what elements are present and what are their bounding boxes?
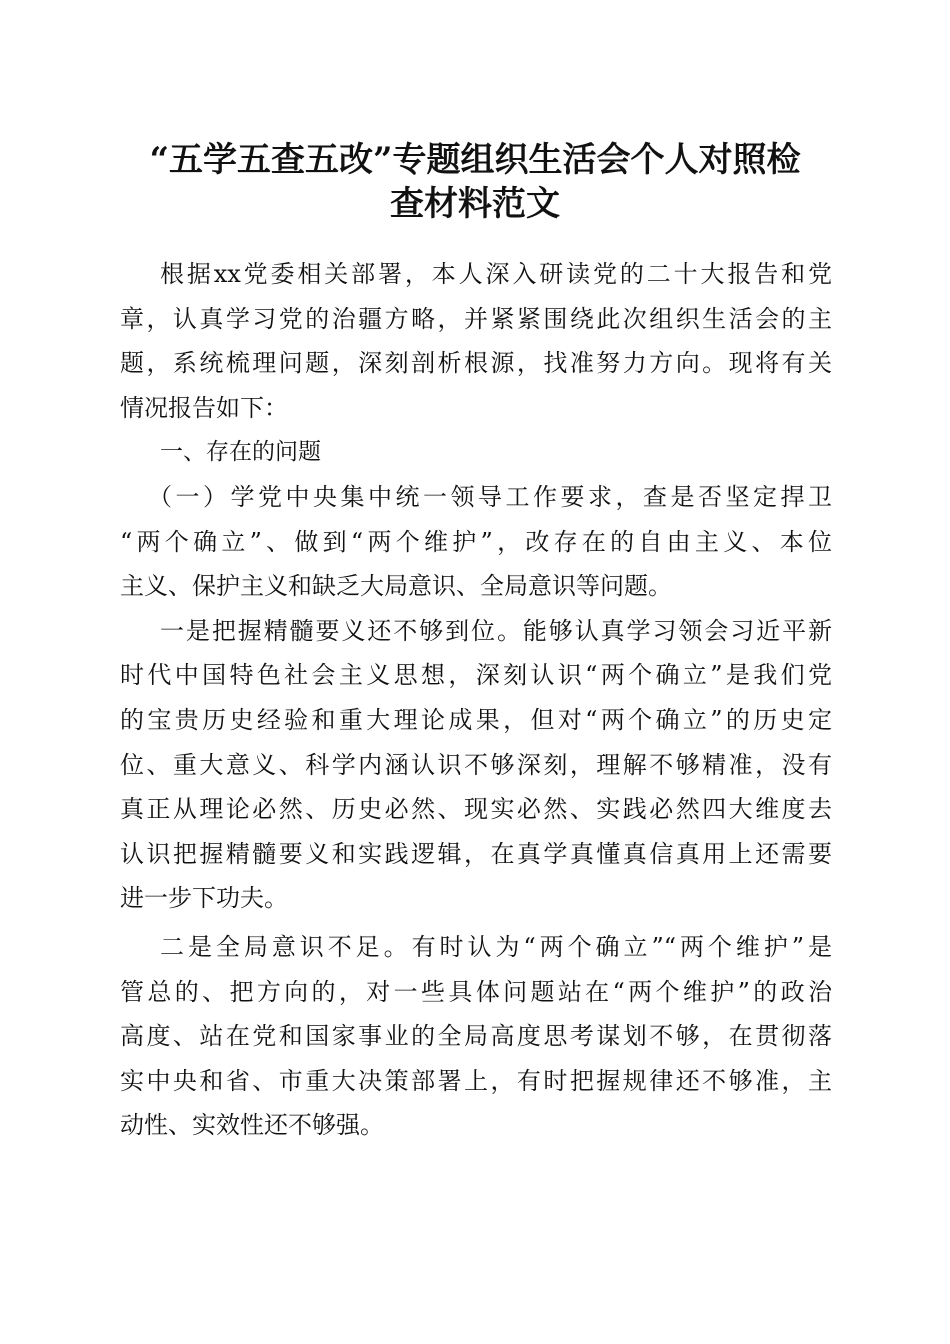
paragraph-point-2: [120, 925, 832, 1148]
text-line: 真正从理论必然、历史必然、现实必然、实践必然四大维度去: [120, 795, 832, 824]
text-line: 管总的、把方向的，对一些具体问题站在“两个维护”的政治: [120, 977, 832, 1006]
text-line: （一）学党中央集中统一领导工作要求，查是否坚定捍卫: [148, 482, 832, 511]
text-line: 进一步下功夫。: [120, 884, 288, 913]
text-line: 动性、实效性还不够强。: [120, 1111, 384, 1140]
text-line: 的宝贵历史经验和重大理论成果，但对“两个确立”的历史定: [120, 705, 832, 734]
text-line: 一是把握精髓要义还不够到位。能够认真学习领会习近平新: [160, 616, 832, 645]
text-line: 二是全局意识不足。有时认为“两个确立”“两个维护”是: [160, 932, 832, 961]
title-line: “五学五查五改”专题组织生活会个人对照检: [149, 140, 801, 180]
text-line: 题，系统梳理问题，深刻剖析根源，找准努力方向。现将有关: [120, 349, 832, 378]
text-line: 实中央和省、市重大决策部署上，有时把握规律还不够准，主: [120, 1066, 832, 1095]
section-heading: 一、存在的问题: [160, 439, 321, 466]
text-line: 时代中国特色社会主义思想，深刻认识“两个确立”是我们党: [120, 661, 832, 690]
document-title: [80, 138, 870, 226]
paragraph-subsection-1: [120, 475, 832, 609]
text-line: 章，认真学习党的治疆方略，并紧紧围绕此次组织生活会的主: [120, 304, 832, 333]
text-line: 情况报告如下：: [120, 393, 288, 422]
text-line: 根据xx党委相关部署，本人深入研读党的二十大报告和党: [160, 260, 832, 288]
text-line: 高度、站在党和国家事业的全局高度思考谋划不够，在贯彻落: [120, 1022, 832, 1051]
title-line: 查材料范文: [390, 184, 560, 224]
text-line: 认识把握精髓要义和实践逻辑，在真学真懂真信真用上还需要: [120, 839, 832, 868]
paragraph-intro: [120, 252, 832, 430]
text-line: “两个确立”、做到“两个维护”，改存在的自由主义、本位: [120, 527, 832, 556]
document-body: [120, 252, 832, 1148]
text-line: 主义、保护主义和缺乏大局意识、全局意识等问题。: [120, 572, 672, 601]
paragraph-point-1: [120, 609, 832, 921]
text-line: 位、重大意义、科学内涵认识不够深刻，理解不够精准，没有: [120, 750, 832, 779]
